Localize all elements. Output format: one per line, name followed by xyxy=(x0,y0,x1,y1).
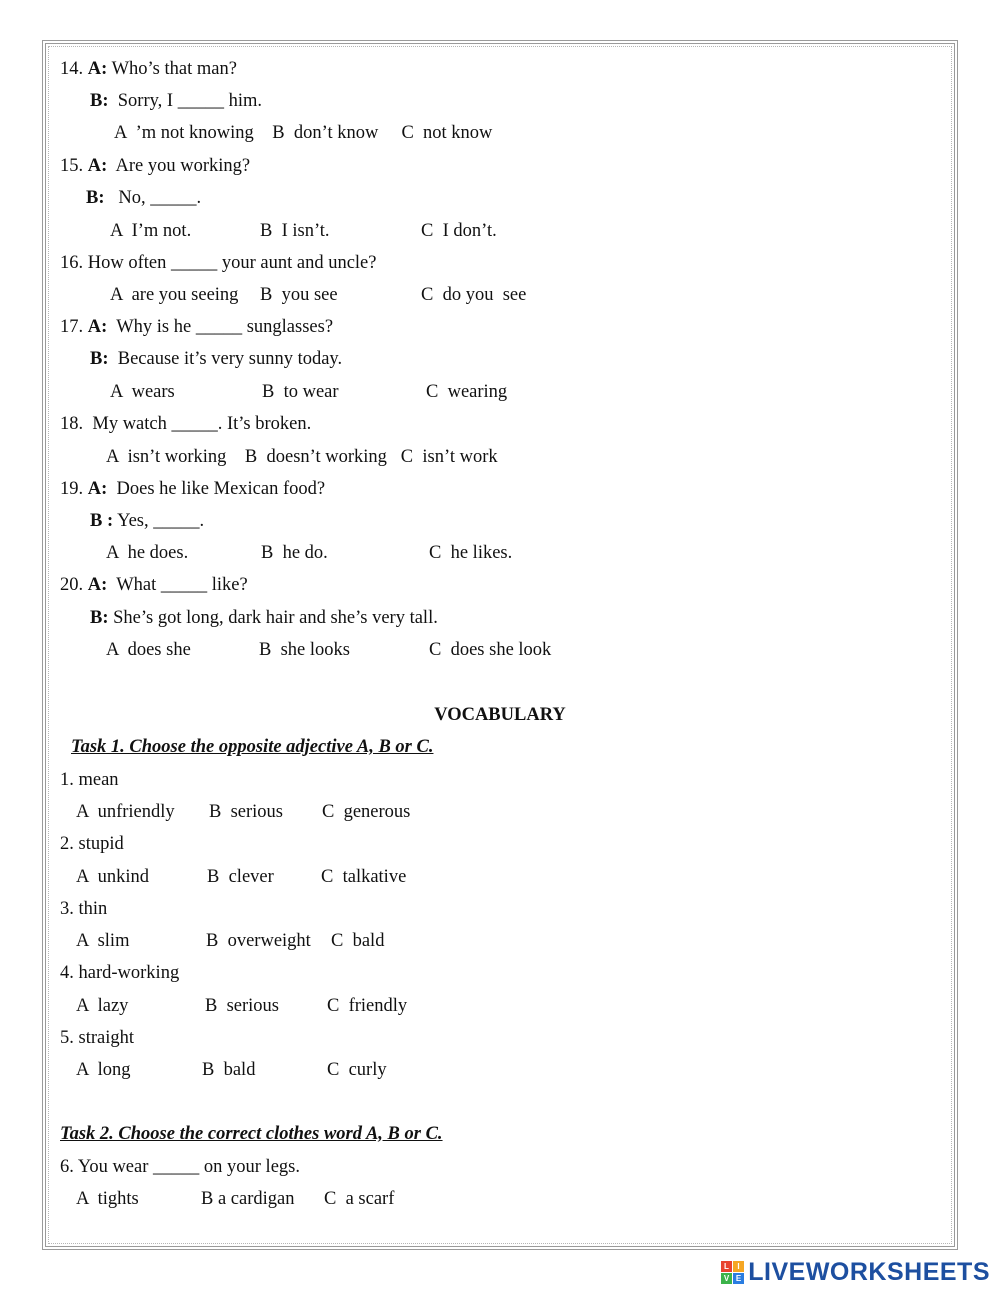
task2-item-6-word: 6. You wear _____ on your legs. xyxy=(60,1157,300,1177)
q19-line-a: 19. A: Does he like Mexican food? xyxy=(60,479,326,499)
task1-item-4-option-b: B serious xyxy=(205,996,279,1016)
task1-item-3-option-b: B overweight xyxy=(206,931,311,951)
q19-line-b: B : Yes, _____. xyxy=(90,511,205,531)
q15-option-a: A I’m not. xyxy=(110,221,192,241)
task1-item-4-option-c: C friendly xyxy=(327,996,408,1016)
liveworksheets-logo-icon xyxy=(721,1261,744,1284)
task1-item-2-option-c: C talkative xyxy=(321,867,407,887)
task2-item-6-option-c: C a scarf xyxy=(324,1189,395,1209)
task1-item-1-option-b: B serious xyxy=(209,802,283,822)
task1-item-1-option-a: A unfriendly xyxy=(76,802,175,822)
q20-line-b: B: She’s got long, dark hair and she’s very tall. xyxy=(90,608,438,628)
q14-options: A ’m not knowing B don’t know C not know xyxy=(114,123,493,143)
q20-option-b: B she looks xyxy=(259,640,350,660)
task1-item-5-word: 5. straight xyxy=(60,1028,134,1048)
task1-item-1-option-c: C generous xyxy=(322,802,411,822)
q16-line: 16. How often _____ your aunt and uncle? xyxy=(60,253,377,273)
q17-option-a: A wears xyxy=(110,382,175,402)
q15-option-c: C I don’t. xyxy=(421,221,497,241)
task1-item-5-option-a: A long xyxy=(76,1060,131,1080)
task2-title: Task 2. Choose the correct clothes word A, B or C. xyxy=(60,1124,443,1144)
q14-line-a: 14. A: Who’s that man? xyxy=(60,59,237,79)
liveworksheets-logo[interactable] xyxy=(721,1258,990,1287)
q19-option-c: C he likes. xyxy=(429,543,513,563)
q17-option-c: C wearing xyxy=(426,382,508,402)
q17-line-a: 17. A: Why is he _____ sunglasses? xyxy=(60,317,334,337)
task1-item-4-option-a: A lazy xyxy=(76,996,129,1016)
q15-line-a: 15. A: Are you working? xyxy=(60,156,251,176)
task1-item-3-option-c: C bald xyxy=(331,931,385,951)
task1-item-3-option-a: A slim xyxy=(76,931,130,951)
q17-option-b: B to wear xyxy=(262,382,339,402)
q16-option-a: A are you seeing xyxy=(110,285,239,305)
logo-icon-letter-v: V xyxy=(721,1273,732,1284)
logo-icon-letter-i: I xyxy=(733,1261,744,1272)
task1-title: Task 1. Choose the opposite adjective A, B or C. xyxy=(71,737,434,757)
q20-option-a: A does she xyxy=(106,640,191,660)
q15-option-b: B I isn’t. xyxy=(260,221,330,241)
task1-item-5-option-c: C curly xyxy=(327,1060,387,1080)
task1-item-2-word: 2. stupid xyxy=(60,834,124,854)
q16-option-c: C do you see xyxy=(421,285,527,305)
task1-item-2-option-a: A unkind xyxy=(76,867,149,887)
liveworksheets-logo-text: LIVEWORKSHEETS xyxy=(748,1258,990,1286)
q15-line-b: B: No, _____. xyxy=(86,188,202,208)
q18-options: A isn’t working B doesn’t working C isn’t work xyxy=(106,447,498,467)
q17-line-b: B: Because it’s very sunny today. xyxy=(90,349,343,369)
q19-option-b: B he do. xyxy=(261,543,328,563)
task1-item-1-word: 1. mean xyxy=(60,770,119,790)
task1-item-5-option-b: B bald xyxy=(202,1060,256,1080)
logo-icon-letter-e: E xyxy=(733,1273,744,1284)
q20-line-a: 20. A: What _____ like? xyxy=(60,575,248,595)
q20-option-c: C does she look xyxy=(429,640,552,660)
task2-item-6-option-b: B a cardigan xyxy=(201,1189,295,1209)
task1-item-2-option-b: B clever xyxy=(207,867,274,887)
task1-item-3-word: 3. thin xyxy=(60,899,108,919)
logo-icon-letter-l: L xyxy=(721,1261,732,1272)
task2-item-6-option-a: A tights xyxy=(76,1189,139,1209)
task1-item-4-word: 4. hard-working xyxy=(60,963,180,983)
vocabulary-heading: VOCABULARY xyxy=(434,705,566,725)
q16-option-b: B you see xyxy=(260,285,338,305)
q14-line-b: B: Sorry, I _____ him. xyxy=(90,91,262,111)
q19-option-a: A he does. xyxy=(106,543,189,563)
q18-line: 18. My watch _____. It’s broken. xyxy=(60,414,312,434)
